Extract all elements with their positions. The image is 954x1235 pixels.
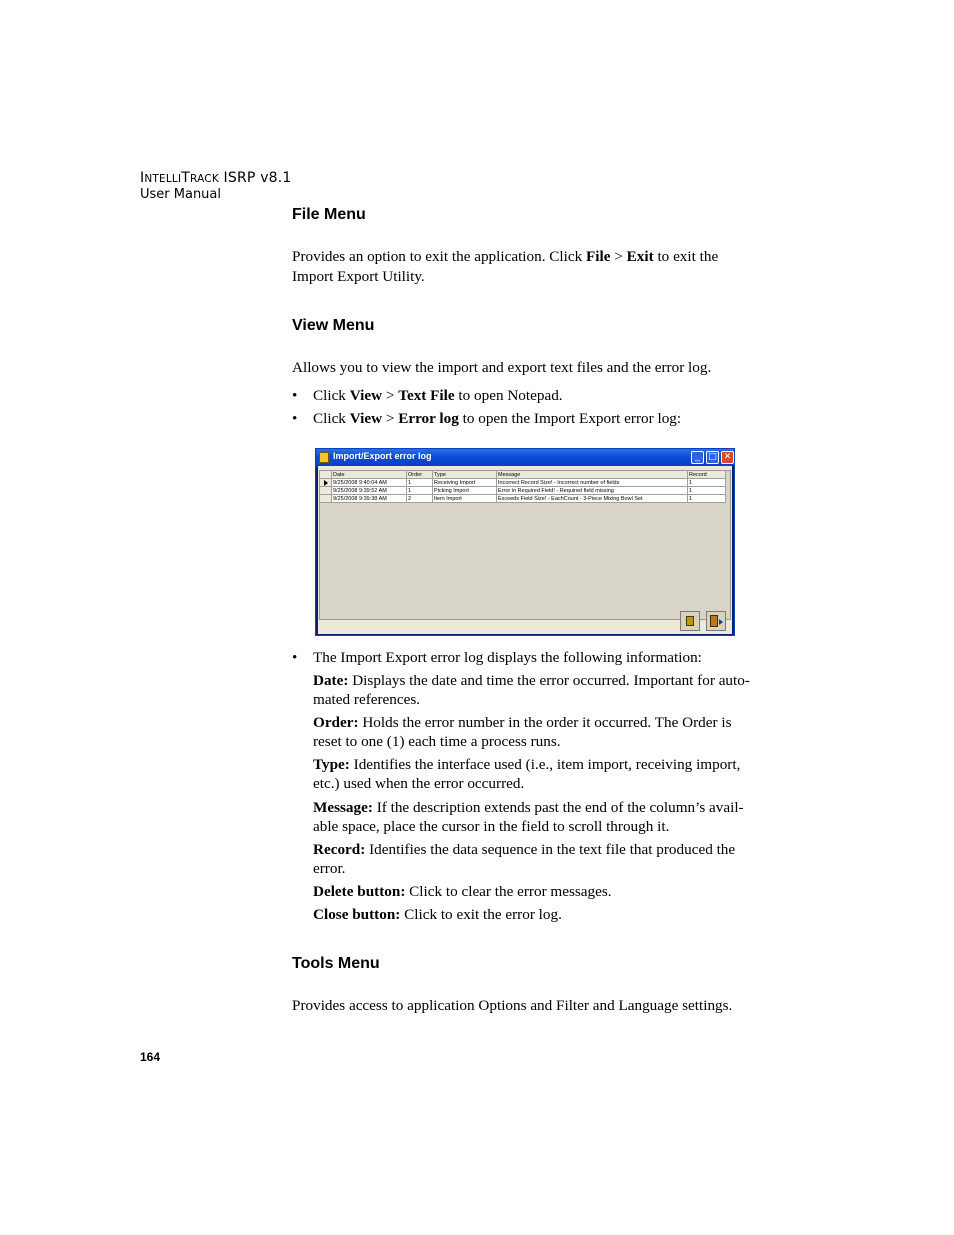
text: Identifies the interface used (i.e., item import, receiving import, [349, 756, 741, 773]
definition-date [313, 671, 763, 709]
page-number: 164 [140, 1050, 161, 1064]
definition-message [313, 798, 763, 836]
text: Import Export Utility. [292, 267, 425, 285]
error-grid [319, 470, 731, 620]
term: Record: [313, 841, 366, 858]
tools-menu-heading: Tools Menu [292, 955, 380, 972]
cell-record[interactable]: 1 [688, 495, 726, 503]
bold-file: File [586, 248, 611, 265]
text: Click [313, 387, 350, 404]
cell-record[interactable]: 1 [688, 479, 726, 487]
bold-view: View [349, 410, 383, 427]
text: to open Notepad. [454, 387, 563, 404]
window-client-area [318, 466, 732, 634]
text: Provides an option to exit the application. Click [292, 248, 586, 265]
window-close-button[interactable]: ✕ [721, 451, 734, 464]
tools-menu-paragraph: Provides access to application Options and Filter and Language settings. [292, 997, 733, 1014]
delete-button[interactable] [680, 611, 700, 631]
running-header-subtitle: User Manual [140, 187, 222, 202]
term: Type: [313, 756, 350, 773]
cell-order[interactable]: 1 [407, 479, 433, 487]
definition-close-button [313, 905, 763, 924]
definition-type [313, 755, 763, 793]
product-smallcaps-1: NTELLI [144, 173, 182, 185]
text: to open the Import Export error log: [458, 410, 682, 427]
window-button-bar [318, 621, 732, 634]
text: etc.) used when the error occurred. [313, 775, 525, 792]
text: error. [313, 860, 346, 877]
cell-record[interactable]: 1 [688, 487, 726, 495]
exit-arrow-icon [719, 619, 723, 625]
app-icon [319, 452, 329, 463]
text: Displays the date and time the error occurred. Important for auto- [348, 672, 750, 689]
cell-order[interactable]: 2 [407, 495, 433, 503]
view-menu-intro: Allows you to view the import and export text files and the error log. [292, 359, 712, 376]
error-log-window [315, 448, 735, 636]
text: Click to exit the error log. [400, 906, 562, 923]
row-selector[interactable] [320, 495, 332, 503]
cell-date[interactable]: 9/25/2008 9:40:04 AM [332, 479, 407, 487]
col-header-message[interactable]: Message [497, 471, 688, 479]
text: If the description extends past the end of the column’s avail- [372, 799, 744, 816]
file-menu-paragraph [292, 247, 762, 286]
term: Message: [313, 799, 373, 816]
bold-error-log: Error log [398, 410, 459, 427]
text: Click to clear the error messages. [405, 883, 612, 900]
trash-icon [686, 616, 694, 626]
bullet-text [313, 386, 563, 406]
file-menu-heading: File Menu [292, 206, 366, 223]
text: able space, place the cursor in the field to scroll through it. [313, 818, 670, 835]
cell-type[interactable]: Picking Import [433, 487, 497, 495]
product-prefix: I [140, 170, 145, 186]
cell-date[interactable]: 9/25/2008 9:39:38 AM [332, 495, 407, 503]
running-header-product [140, 170, 292, 186]
bold-exit: Exit [626, 248, 654, 265]
text: to exit the [653, 248, 719, 265]
text: mated references. [313, 691, 421, 708]
exit-door-icon [710, 615, 718, 627]
definition-order [313, 713, 763, 751]
product-smallcaps-2: RACK [190, 173, 219, 185]
product-mid: T [181, 170, 191, 186]
product-version: ISRP v8.1 [218, 170, 292, 186]
text: > [382, 387, 399, 404]
col-header-date[interactable]: Date [332, 471, 407, 479]
text: Click [313, 410, 350, 427]
cell-message[interactable]: Exceeds Field Size! - EachCount - 3-Piece Mixing Bowl Set [497, 495, 688, 503]
window-title: Import/Export error log [333, 451, 432, 461]
row-selector[interactable] [320, 487, 332, 495]
text: > [610, 248, 627, 265]
definition-delete-button [313, 882, 763, 901]
bold-view: View [349, 387, 383, 404]
bold-text-file: Text File [398, 387, 455, 404]
row-selector[interactable] [320, 479, 332, 487]
bullet-dot: • [292, 649, 298, 666]
text: Identifies the data sequence in the text file that produced the [365, 841, 736, 858]
header-corner [320, 471, 332, 479]
bullet-dot: • [292, 387, 298, 404]
col-header-order[interactable]: Order [407, 471, 433, 479]
text: reset to one (1) each time a process runs. [313, 733, 561, 750]
cell-message[interactable]: Incorrect Record Size! - Incorrect number of fields [497, 479, 688, 487]
text: > [382, 410, 399, 427]
bullet-dot: • [292, 410, 298, 427]
current-row-arrow-icon [324, 480, 328, 486]
cell-message[interactable]: Error in Required Field! - Required field missing [497, 487, 688, 495]
cell-type[interactable]: Receiving Import [433, 479, 497, 487]
text: Holds the error number in the order it occurred. The Order is [358, 714, 732, 731]
term: Order: [313, 714, 359, 731]
maximize-button[interactable]: □ [706, 451, 719, 464]
col-header-record[interactable]: Record [688, 471, 726, 479]
cell-date[interactable]: 9/25/2008 9:39:52 AM [332, 487, 407, 495]
cell-order[interactable]: 1 [407, 487, 433, 495]
bullet-text: The Import Export error log displays the following information: [313, 649, 702, 666]
term: Date: [313, 672, 349, 689]
view-menu-heading: View Menu [292, 317, 375, 334]
col-header-type[interactable]: Type [433, 471, 497, 479]
term: Close button: [313, 906, 401, 923]
bullet-text [313, 409, 681, 429]
term: Delete button: [313, 883, 406, 900]
close-button[interactable] [706, 611, 726, 631]
minimize-button[interactable]: _ [691, 451, 704, 464]
window-titlebar[interactable] [316, 449, 734, 466]
cell-type[interactable]: Item Import [433, 495, 497, 503]
definition-record [313, 840, 763, 878]
